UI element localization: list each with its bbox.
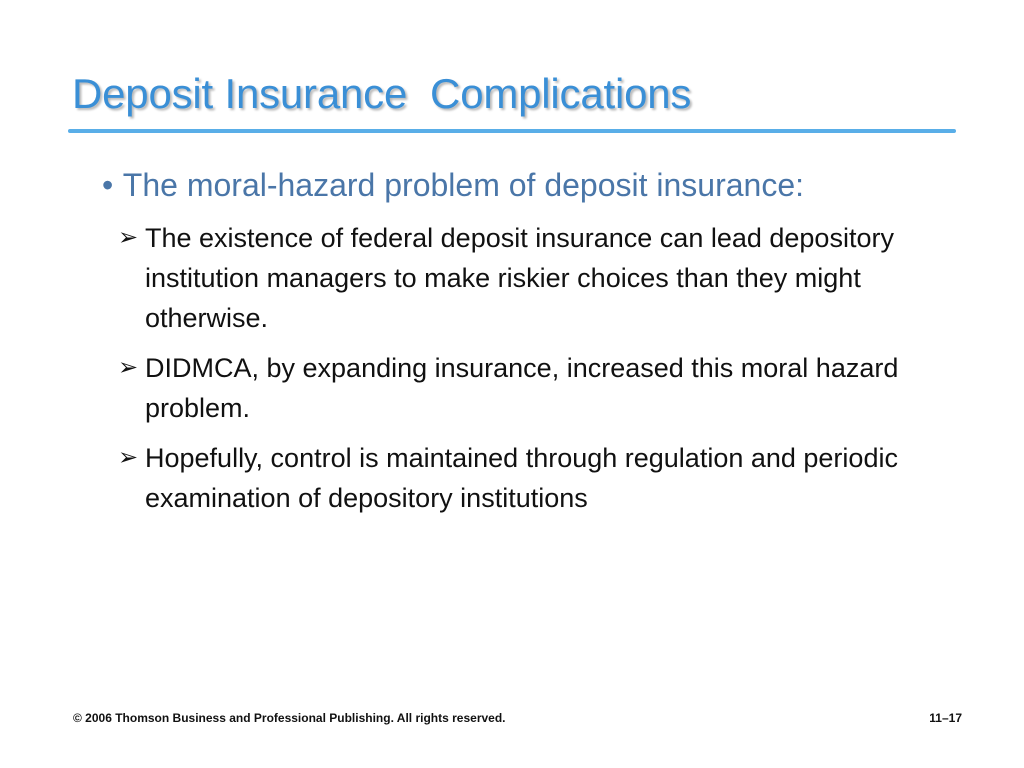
arrow-bullet-icon: ➢ [118,444,139,471]
main-bullet-point [102,165,982,205]
main-bullet-text: The moral-hazard problem of deposit insurance: [122,167,805,203]
slide-title: Deposit Insurance Complications [72,70,692,117]
arrow-bullet-icon: ➢ [118,224,139,251]
sub-bullet-point [118,218,948,338]
arrow-bullet-icon: ➢ [118,354,139,381]
sub-bullet-text: DIDMCA, by expanding insurance, increased this moral hazard problem. [145,353,899,423]
page-number: 11–17 [929,711,962,725]
sub-bullet-point [118,348,948,428]
bullet-icon: • [102,167,114,203]
sub-bullet-text: Hopefully, control is maintained through regulation and periodic examination of depository institutions [145,443,898,513]
footer-copyright: © 2006 Thomson Business and Professional Publishing. All rights reserved. [73,711,506,725]
sub-bullet-text: The existence of federal deposit insurance can lead depository institution managers to make riskier choices than they might otherwise. [145,223,894,333]
sub-bullet-point [118,438,948,518]
